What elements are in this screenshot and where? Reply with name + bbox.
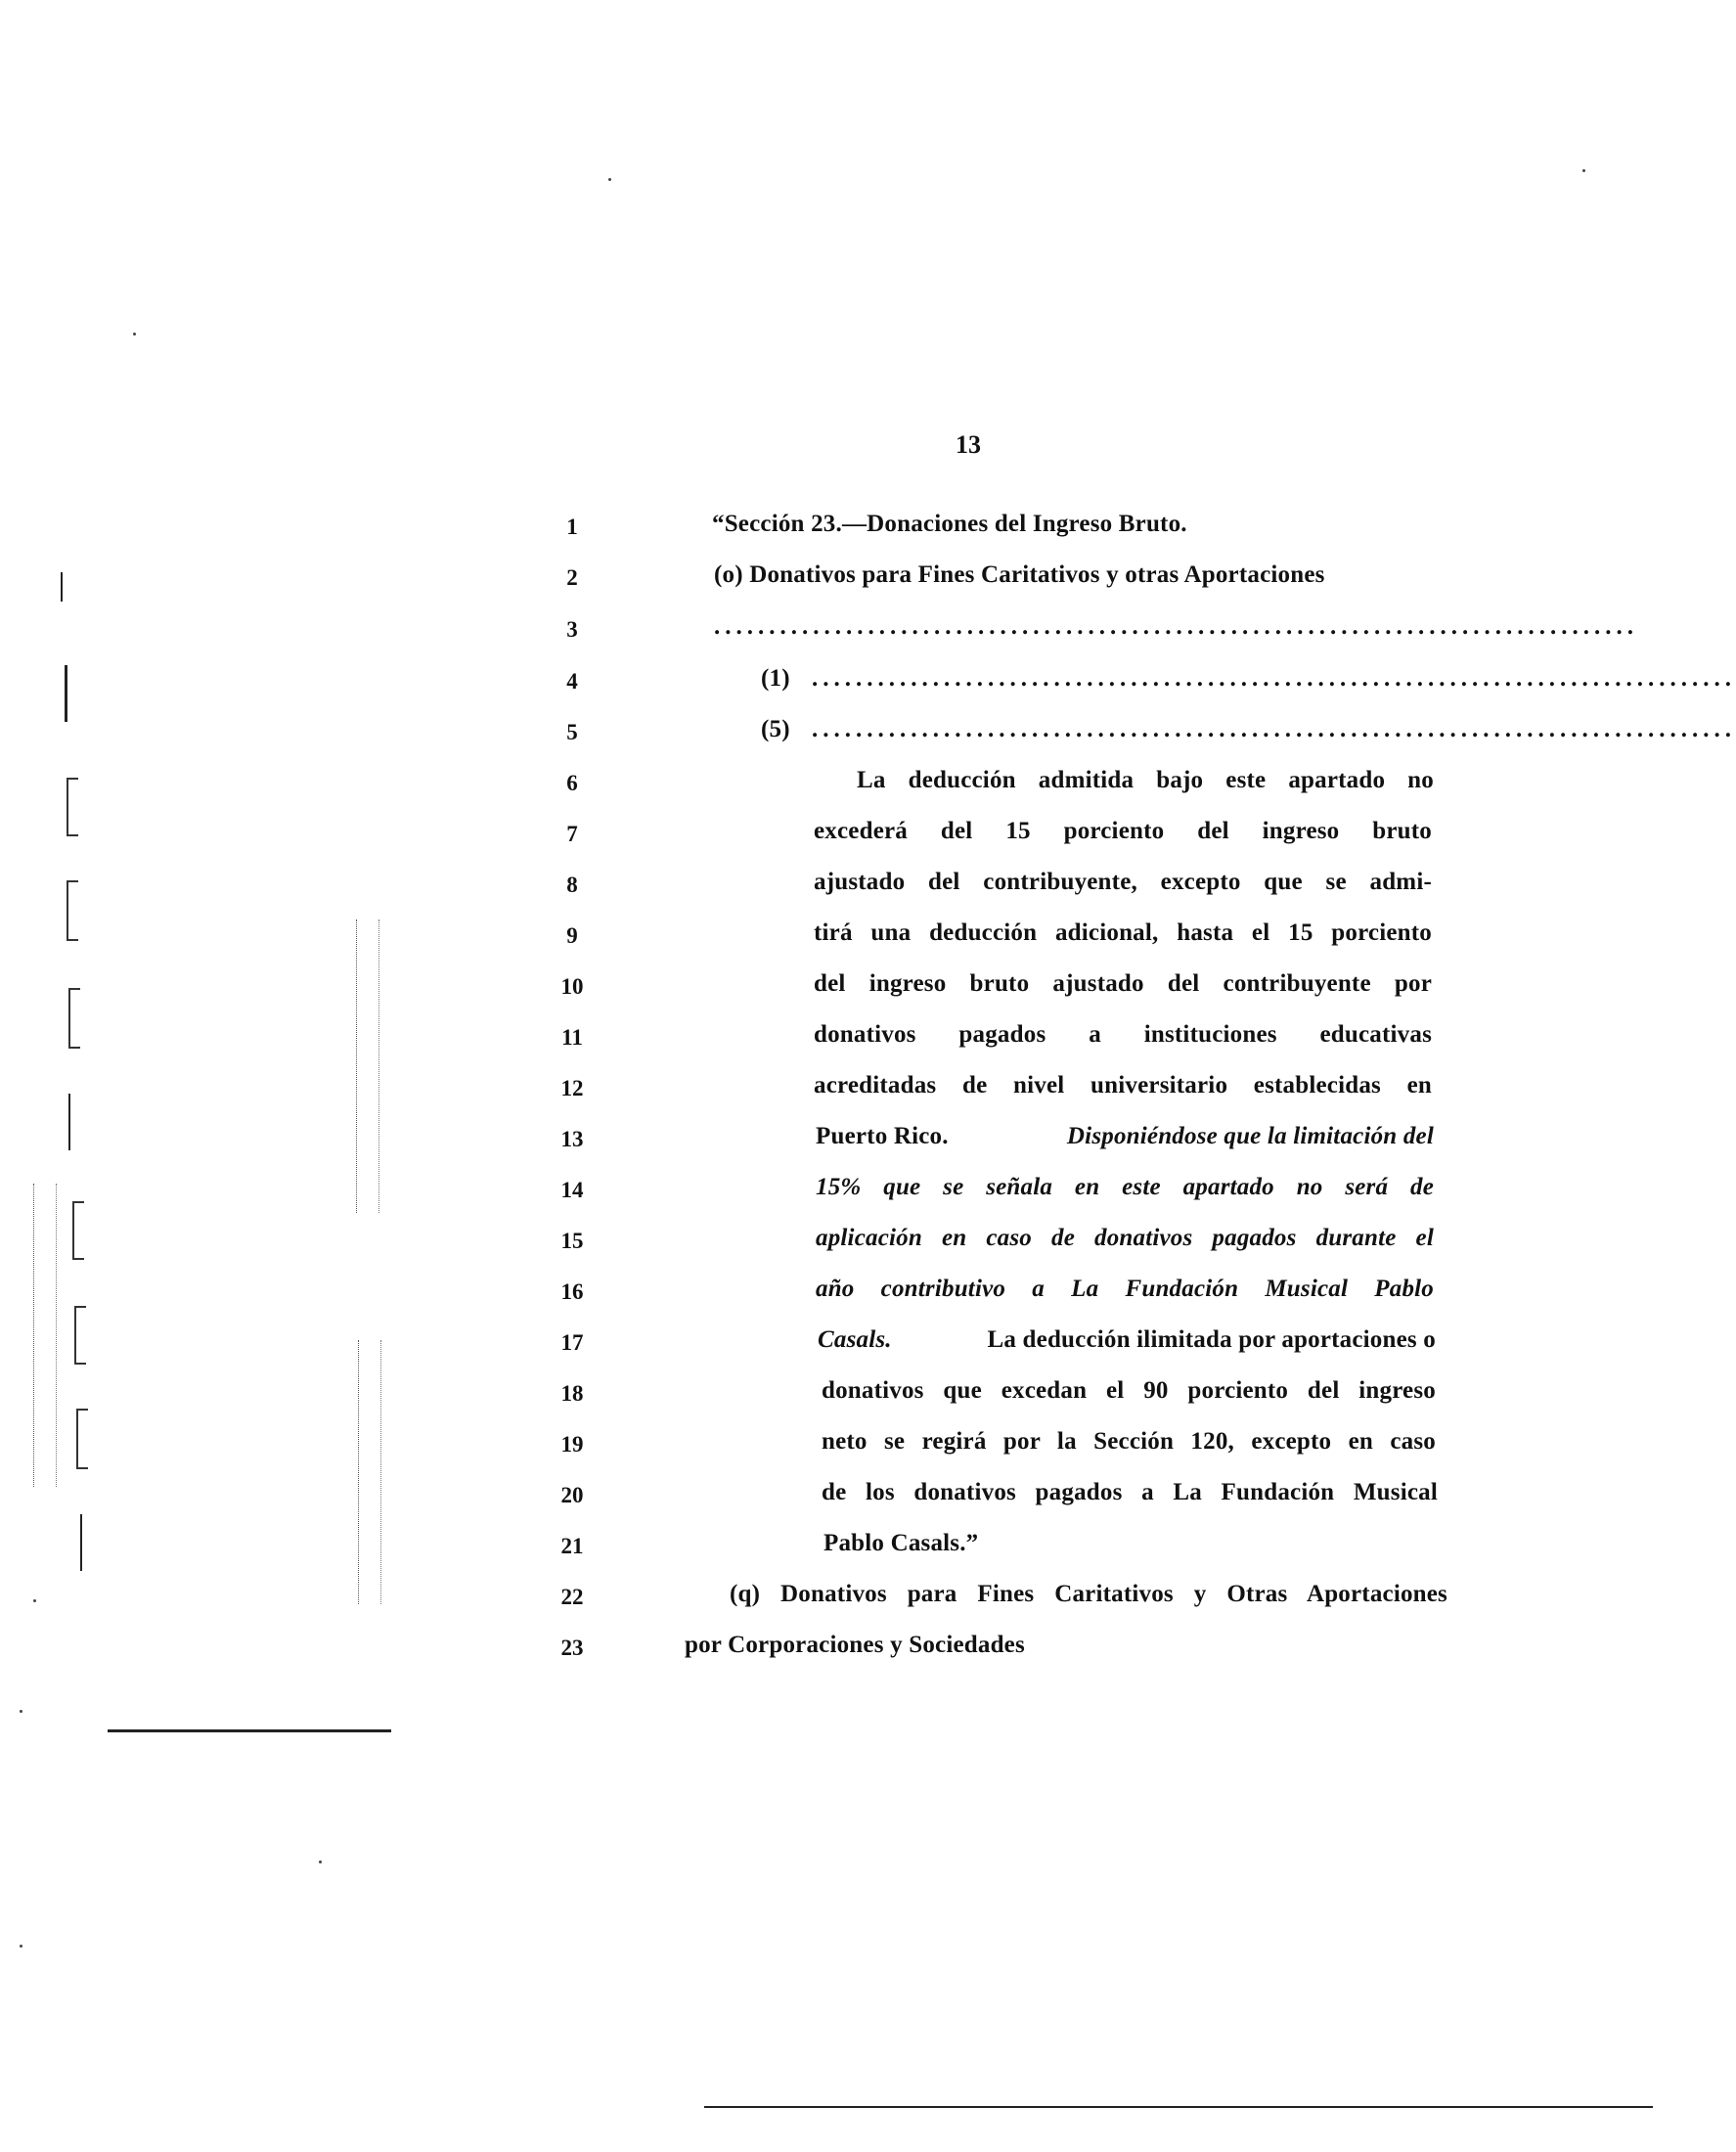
document-line bbox=[0, 970, 1667, 1009]
body-text-italic: aplicación en caso de donativos pagados durante el bbox=[816, 1225, 1434, 1251]
document-line bbox=[0, 1021, 1667, 1060]
document-line bbox=[0, 1479, 1667, 1518]
scan-mark bbox=[67, 880, 78, 941]
line-number: 9 bbox=[566, 923, 578, 948]
document-line bbox=[0, 1326, 1667, 1366]
scan-mark bbox=[108, 1729, 391, 1732]
line-number: 15 bbox=[560, 1229, 584, 1253]
document-line bbox=[0, 665, 1736, 704]
scan-mark bbox=[358, 1340, 381, 1604]
line-number: 6 bbox=[566, 771, 578, 795]
scan-mark bbox=[20, 1945, 22, 1948]
line-number: 16 bbox=[560, 1279, 584, 1304]
scan-mark bbox=[704, 2106, 1653, 2108]
scan-mark bbox=[72, 1201, 84, 1260]
line-number: 14 bbox=[560, 1178, 584, 1202]
subsection-heading-o: (o) Donativos para Fines Caritativos y otras Aportaciones bbox=[714, 561, 1325, 588]
body-text: del ingreso bruto ajustado del contribuyente por bbox=[814, 970, 1432, 997]
scan-mark bbox=[65, 665, 67, 722]
scan-mark bbox=[356, 919, 379, 1213]
document-line bbox=[0, 511, 1667, 550]
scan-mark bbox=[80, 1514, 82, 1571]
document-line bbox=[0, 1530, 1667, 1569]
line-number: 8 bbox=[566, 873, 578, 897]
body-text-plain: Puerto Rico. bbox=[816, 1123, 949, 1149]
body-text: acreditadas de nivel universitario establecidas en bbox=[814, 1072, 1432, 1098]
line-number: 7 bbox=[566, 822, 578, 846]
document-line bbox=[0, 1123, 1667, 1162]
document-line bbox=[0, 613, 1667, 652]
document-line bbox=[0, 561, 1667, 601]
section-heading: “Sección 23.—Donaciones del Ingreso Bruto. bbox=[712, 511, 1187, 537]
line-number: 1 bbox=[566, 515, 578, 539]
scan-mark bbox=[608, 178, 611, 181]
line-number: 10 bbox=[560, 974, 584, 999]
scan-mark bbox=[74, 1306, 86, 1365]
scan-mark bbox=[68, 988, 80, 1049]
document-line bbox=[0, 1428, 1667, 1467]
body-text: donativos que excedan el 90 porciento del ingreso bbox=[822, 1377, 1436, 1404]
scan-mark bbox=[133, 333, 136, 336]
body-text: La deducción admitida bajo este apartado no bbox=[857, 767, 1434, 793]
line-number: 4 bbox=[566, 669, 578, 694]
line-number: 11 bbox=[561, 1025, 583, 1050]
body-text-italic: año contributivo a La Fundación Musical Pablo bbox=[816, 1276, 1434, 1302]
body-text: ajustado del contribuyente, excepto que se admi- bbox=[814, 869, 1432, 895]
scan-mark bbox=[76, 1409, 88, 1469]
paragraph-label: (1) bbox=[761, 665, 790, 692]
line-number: 20 bbox=[560, 1483, 584, 1507]
body-text: por Corporaciones y Sociedades bbox=[685, 1632, 1025, 1658]
document-line bbox=[0, 869, 1667, 908]
scan-mark bbox=[319, 1861, 322, 1863]
line-number: 21 bbox=[560, 1534, 584, 1558]
body-text bbox=[816, 1123, 1434, 1150]
document-line bbox=[0, 919, 1667, 959]
scan-mark bbox=[33, 1599, 36, 1602]
subsection-heading-q: (q) Donativos para Fines Caritativos y Otras Aportaciones bbox=[730, 1581, 1447, 1607]
document-line bbox=[0, 1632, 1667, 1671]
line-number: 3 bbox=[566, 617, 578, 642]
body-text-italic: Casals. bbox=[818, 1326, 892, 1353]
line-number: 12 bbox=[560, 1076, 584, 1100]
body-text: excederá del 15 porciento del ingreso bruto bbox=[814, 818, 1432, 844]
document-line bbox=[0, 1225, 1667, 1264]
scan-mark bbox=[1582, 169, 1585, 172]
line-number: 19 bbox=[560, 1432, 584, 1457]
document-line bbox=[0, 767, 1667, 806]
body-text: donativos pagados a instituciones educativas bbox=[814, 1021, 1432, 1048]
body-text-italic: 15% que se señala en este apartado no será de bbox=[816, 1174, 1434, 1200]
line-number: 17 bbox=[560, 1330, 584, 1355]
document-line bbox=[0, 1377, 1667, 1416]
line-number: 18 bbox=[560, 1381, 584, 1406]
body-text-italic: Disponiéndose que la limitación del bbox=[1066, 1123, 1434, 1149]
document-line bbox=[0, 716, 1736, 755]
document-line bbox=[0, 1072, 1667, 1111]
body-text: tirá una deducción adicional, hasta el 15 porciento bbox=[814, 919, 1432, 946]
scan-mark bbox=[61, 572, 63, 602]
document-line bbox=[0, 1581, 1667, 1620]
ellipsis-leader: .................................................................................... bbox=[812, 716, 1736, 742]
line-number: 2 bbox=[566, 565, 578, 590]
body-text: neto se regirá por la Sección 120, excepto en caso bbox=[822, 1428, 1436, 1455]
ellipsis-leader: .................................................................................... bbox=[812, 665, 1736, 692]
document-line bbox=[0, 1276, 1667, 1315]
scan-mark bbox=[33, 1184, 57, 1487]
scan-mark bbox=[20, 1710, 22, 1713]
body-text bbox=[818, 1326, 1436, 1354]
ellipsis-leader: .................................................................................... bbox=[714, 613, 1638, 640]
document-line bbox=[0, 818, 1667, 857]
paragraph-label: (5) bbox=[761, 716, 790, 742]
line-number: 13 bbox=[560, 1127, 584, 1151]
page-number: 13 bbox=[956, 430, 981, 459]
scan-mark bbox=[68, 1094, 70, 1150]
line-number: 5 bbox=[566, 720, 578, 744]
line-number: 23 bbox=[560, 1636, 584, 1660]
body-text: Pablo Casals.” bbox=[823, 1530, 979, 1556]
body-text: de los donativos pagados a La Fundación Musical bbox=[822, 1479, 1438, 1505]
body-text-plain: La deducción ilimitada por aportaciones o bbox=[987, 1326, 1436, 1353]
line-number: 22 bbox=[560, 1585, 584, 1609]
scan-mark bbox=[67, 778, 78, 836]
document-line bbox=[0, 1174, 1667, 1213]
